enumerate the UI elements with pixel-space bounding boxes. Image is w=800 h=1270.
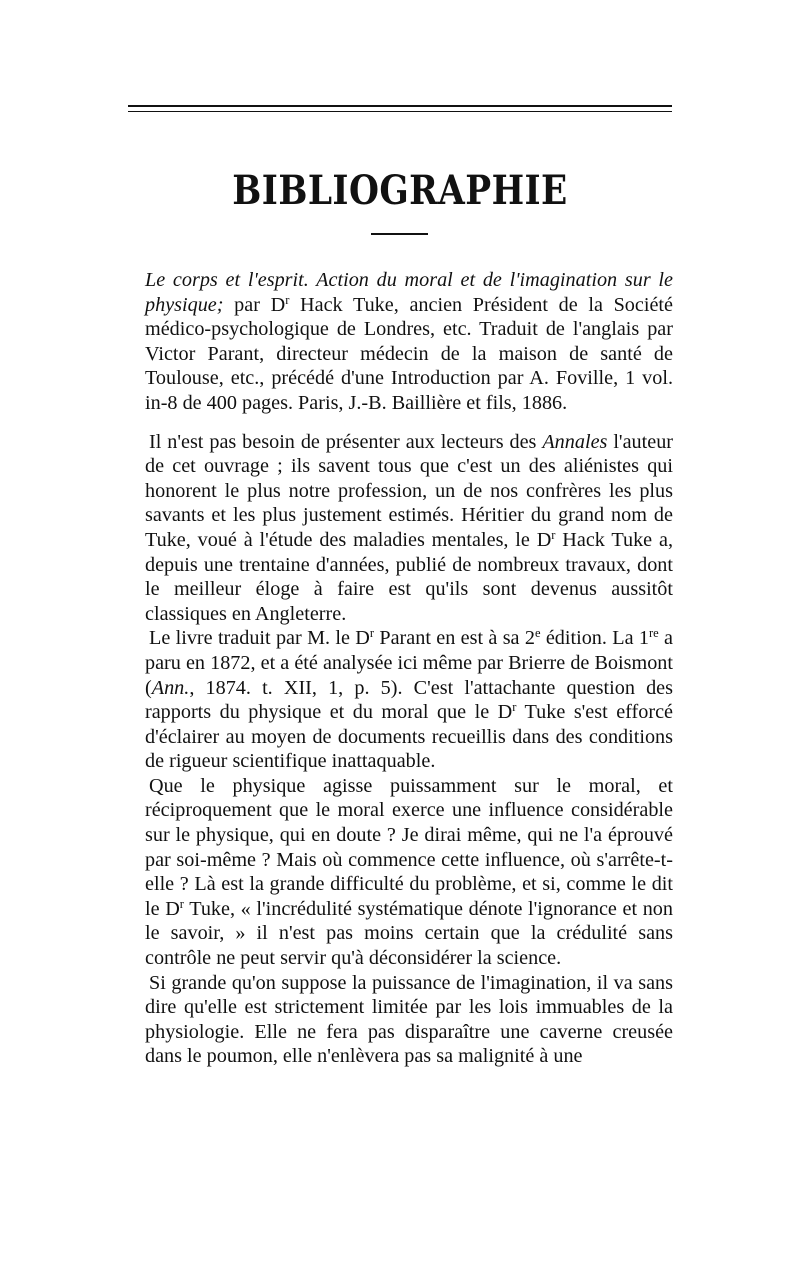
paragraph-2: Le livre traduit par M. le $D^r$ Parant en est à sa 2e édition. La 1re a paru en 1872, et a été analysée ici même par Brierre de Boismont (Ann., 1874. t. XII, 1, p. 5). C'est l'attachante question des rapports du physique et du moral que le $D^r$ Tuke s'est efforcé d'éclairer au moyen de documents recueillis dans des conditions de rigueur scientifique inattaquable. (145, 626, 674, 773)
top-double-rule-second (128, 111, 672, 112)
paragraph-4: Si grande qu'on suppose la puissance de l'imagination, il va sans dire qu'elle est strictement limitée par les lois immuables de la physiologie. Elle ne fera pas disparaître une caverne creusée dans le poumon, elle n'enlèvera pas sa malignité à une (145, 971, 673, 1068)
top-double-rule (128, 105, 672, 107)
page-heading: BIBLIOGRAPHIE (232, 167, 568, 214)
heading-underline-rule (371, 233, 428, 235)
body-text (145, 268, 673, 1069)
citation-details: par $D^r$ Hack Tuke, ancien Président de la Société médico-psychologique de Londres, etc. Traduit de l'anglais par Victor Parant, directeur médecin de la maison de santé de Toulouse, etc., précédé d'une Introduction par A. Foville, 1 vol. in-8 de 400 pages. Paris, J.-B. Baillière et fils, 1886. (145, 292, 673, 414)
citation-title: Le corps et l'esprit. Action du moral et de l'imagination sur le physique; (145, 269, 673, 316)
citation-entry (145, 268, 673, 416)
paragraph-3: Que le physique agisse puissamment sur le moral, et réciproquement que le moral exerce une influence considérable sur le physique, qui en doute ? Je dirai même, qui ne l'a éprouvé par soi-même ? Mais où commence cette influence, où s'arrête-t-elle ? Là est la grande difficulté du problème, et si, comme le dit le $D^r$ Tuke, « l'incrédulité systématique dénote l'ignorance et non le savoir, » il n'est pas moins certain que la crédulité sans contrôle ne peut servir qu'à déconsidérer la science. (145, 774, 673, 970)
paragraph-1: Il n'est pas besoin de présenter aux lecteurs des Annales l'auteur de cet ouvrage ; ils savent tous que c'est un des aliénistes qui honorent le plus notre profession, un de nos confrères les plus savants et les plus justement estimés. Héritier du grand nom de Tuke, voué à l'étude des maladies mentales, le $D^r$ Hack Tuke a, depuis une trentaine d'années, publié de nombreux travaux, dont le meilleur éloge à faire est qu'ils sont devenus aussitôt classiques en Angleterre. (145, 430, 674, 625)
